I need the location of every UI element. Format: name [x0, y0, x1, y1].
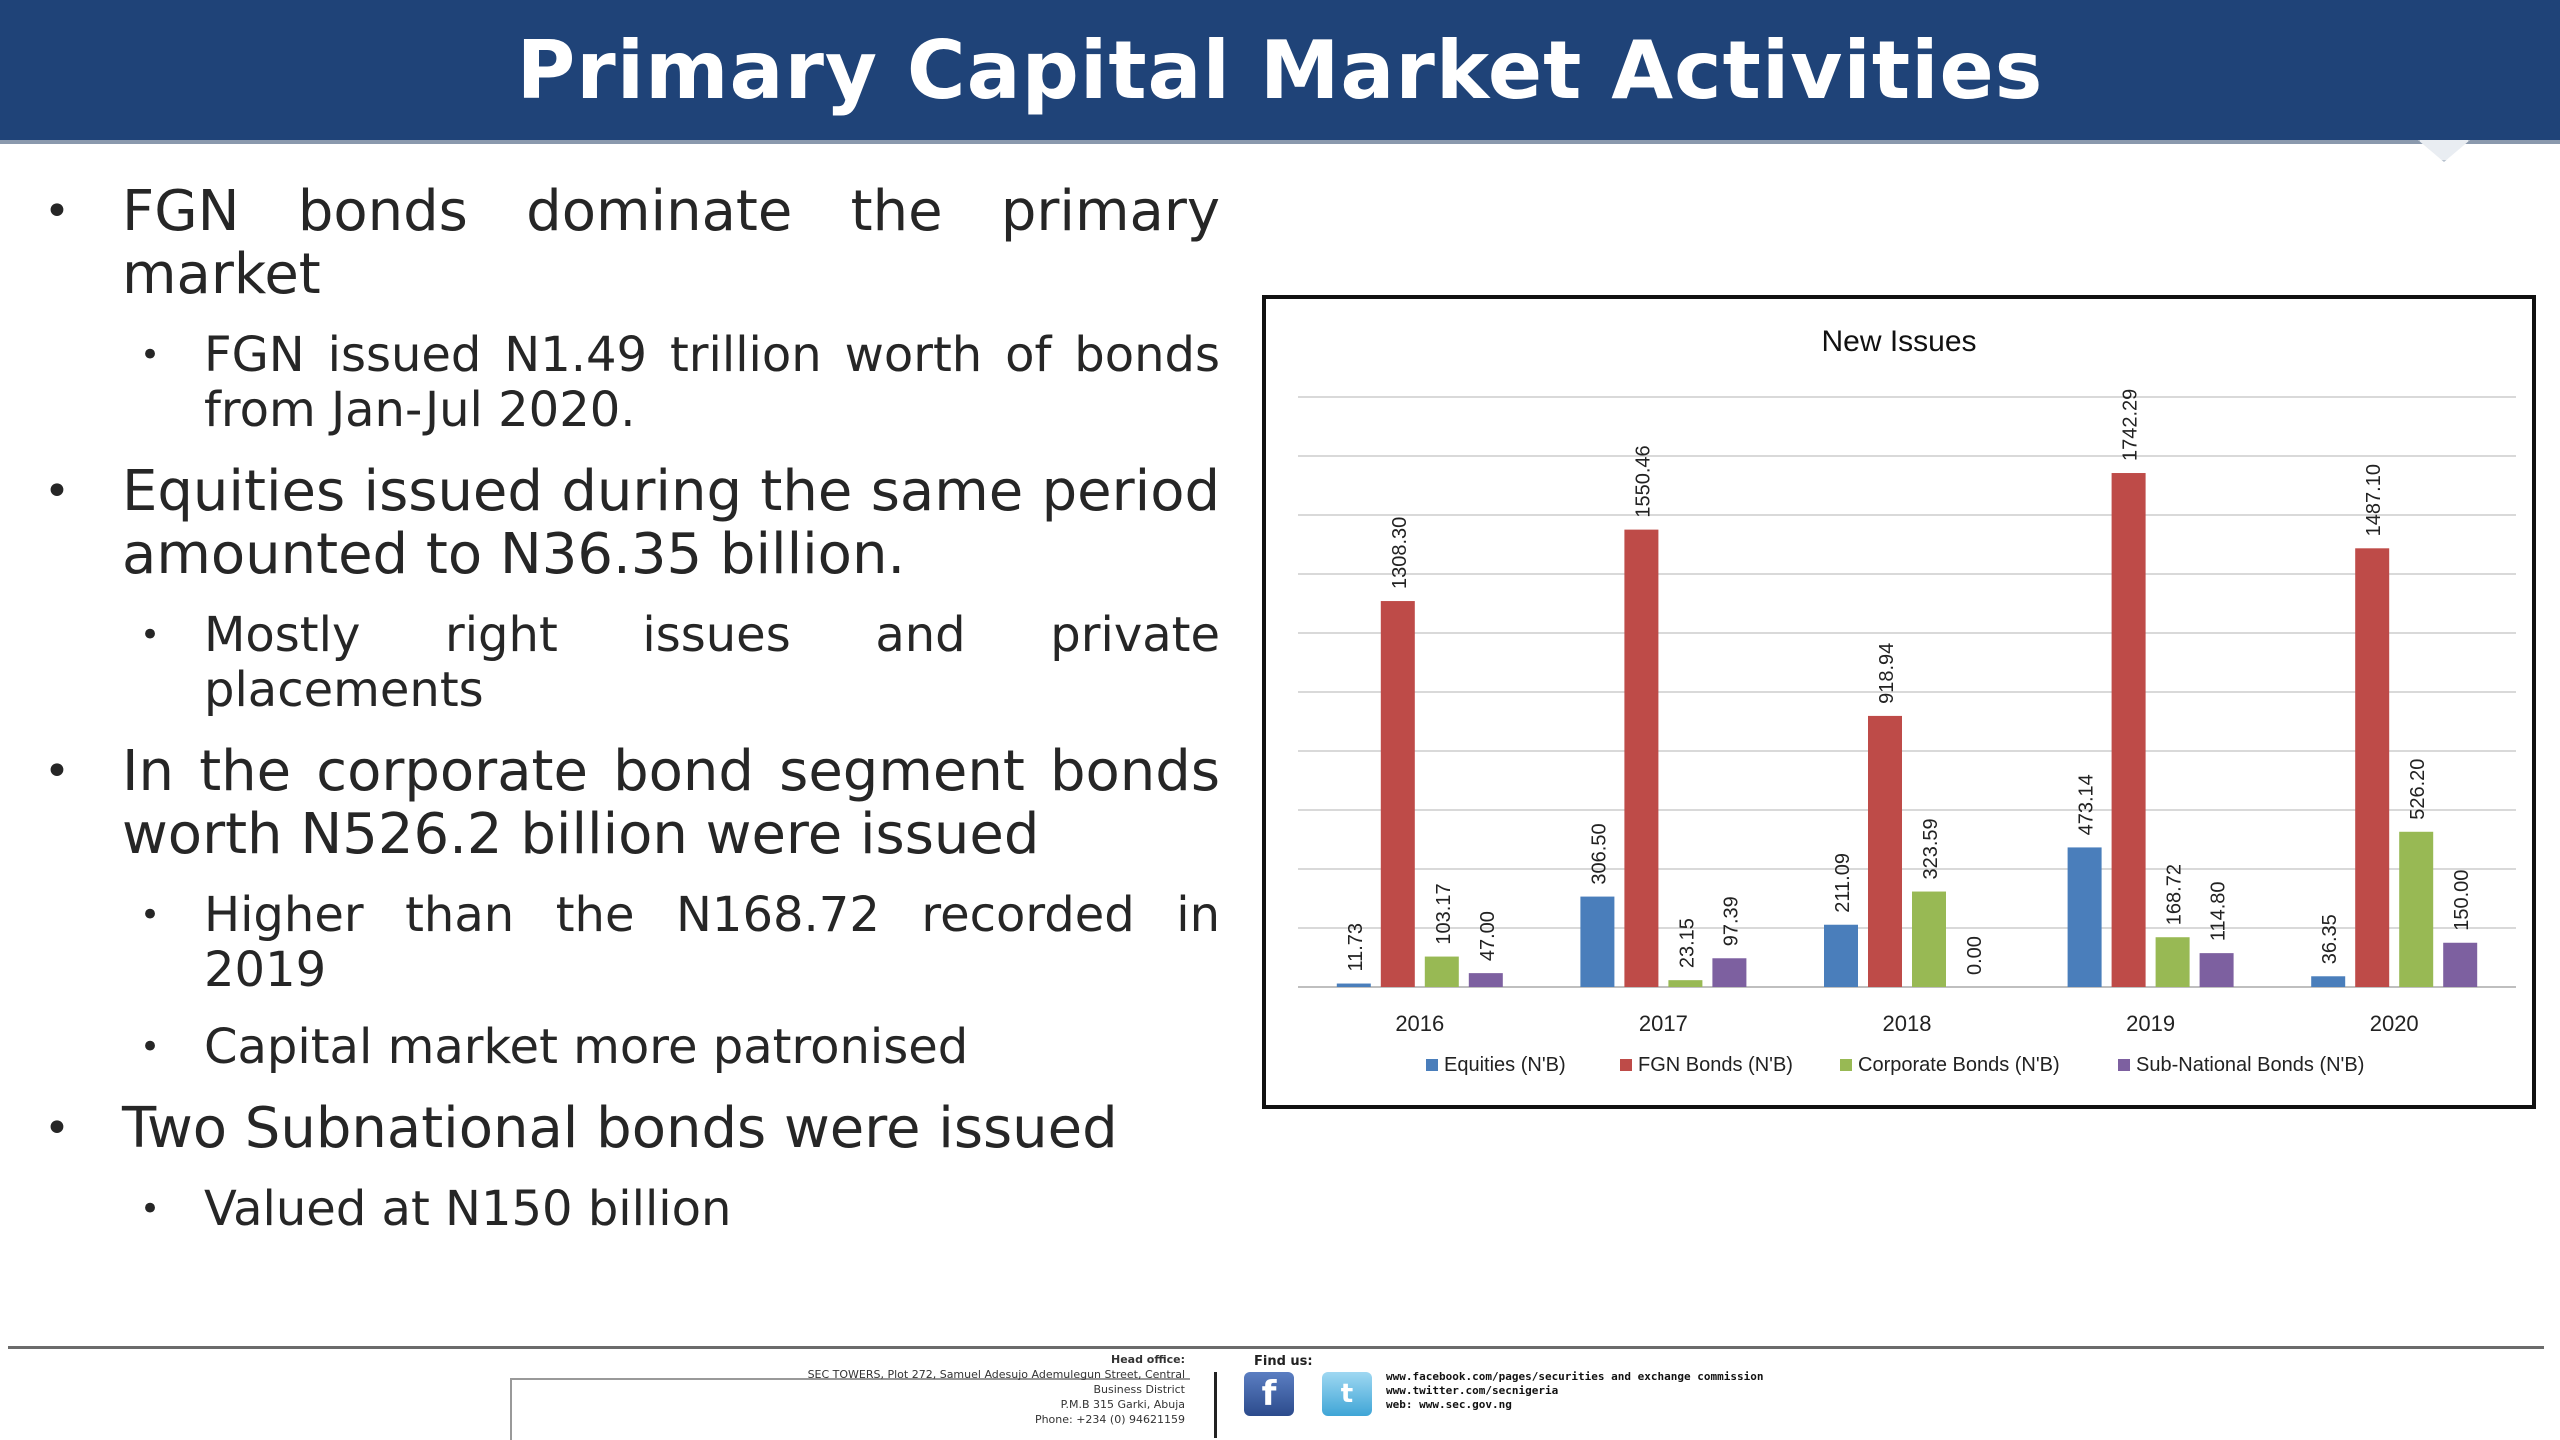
data-label: 1487.10 [2363, 464, 2386, 537]
data-label: 211.09 [1832, 853, 1854, 913]
data-label: 97.39 [1720, 896, 1743, 947]
chart-svg [1266, 299, 2532, 1105]
title-divider [0, 140, 2560, 144]
bullet-item: • FGN bonds dominate the primary market [40, 180, 1220, 306]
legend-swatch [1620, 1059, 1632, 1071]
data-label: 1308.30 [1388, 516, 1411, 590]
bullet-item: • Equities issued during the same period amounted to N36.35 billion. [40, 460, 1220, 586]
bar-2017-3 [1712, 958, 1746, 987]
legend-label: FGN Bonds (N'B) [1638, 1054, 1793, 1076]
data-label: 168.72 [2163, 864, 2186, 926]
bar-2019-0 [2068, 847, 2102, 987]
x-tick-label: 2016 [1395, 1011, 1445, 1036]
data-label: 918.94 [1876, 642, 1898, 704]
bar-2020-3 [2443, 943, 2477, 987]
address-line: SEC TOWERS, Plot 272, Samuel Adesujo Ademulegun Street, Central [807, 1368, 1185, 1381]
bar-2016-0 [1337, 984, 1371, 987]
data-label: 47.00 [1476, 911, 1499, 962]
data-label: 1742.29 [2119, 388, 2142, 462]
footer-divider [8, 1346, 2544, 1349]
data-label: 526.20 [2407, 758, 2430, 820]
data-label: 323.59 [1920, 818, 1942, 880]
data-label: 150.00 [2451, 869, 2474, 931]
bar-2017-2 [1668, 980, 1702, 987]
legend-label: Sub-National Bonds (N'B) [2136, 1054, 2365, 1076]
sub-bullet-item: • FGN issued N1.49 trillion worth of bonds from Jan-Jul 2020. [40, 328, 1220, 438]
address-line: Phone: +234 (0) 94621159 [1034, 1413, 1185, 1426]
twitter-icon[interactable]: t [1322, 1372, 1372, 1416]
x-tick-label: 2017 [1638, 1011, 1688, 1036]
sub-bullet-item: • Mostly right issues and private placements [40, 608, 1220, 718]
sub-bullet-item: • Higher than the N168.72 recorded in 2019 [40, 888, 1220, 998]
data-label: 1550.46 [1632, 445, 1655, 518]
bar-2018-0 [1824, 925, 1858, 987]
legend-label: Corporate Bonds (N'B) [1858, 1054, 2060, 1076]
bar-2016-1 [1381, 601, 1415, 987]
legend-swatch [1840, 1059, 1852, 1071]
bar-2020-0 [2311, 976, 2345, 987]
facebook-icon[interactable]: f [1244, 1372, 1294, 1416]
data-label: 11.73 [1344, 922, 1367, 972]
legend-swatch [2118, 1059, 2130, 1071]
bar-2017-0 [1580, 897, 1614, 987]
sub-bullet-item: • Capital market more patronised [40, 1020, 1220, 1075]
new-issues-chart [1262, 295, 2536, 1109]
x-tick-label: 2019 [2126, 1011, 2176, 1036]
address-line: Business District [1093, 1383, 1185, 1396]
facebook-link[interactable]: www.facebook.com/pages/securities and exchange commission [1386, 1370, 1764, 1383]
bar-2018-2 [1912, 892, 1946, 987]
chart-title: New Issues [1821, 325, 1977, 358]
bullet-item: • Two Subnational bonds were issued [40, 1097, 1220, 1160]
head-office-label: Head office: [1111, 1353, 1185, 1366]
x-tick-label: 2018 [1882, 1011, 1932, 1036]
bar-2018-1 [1868, 716, 1902, 987]
legend-label: Equities (N'B) [1444, 1054, 1566, 1076]
title-notch-decoration [2418, 140, 2470, 162]
data-label: 306.50 [1588, 823, 1611, 885]
bar-2016-3 [1469, 973, 1503, 987]
bar-2016-2 [1425, 957, 1459, 987]
slide-title: Primary Capital Market Activities [516, 23, 2044, 117]
data-label: 0.00 [1964, 936, 1986, 975]
social-links [1386, 1370, 1764, 1412]
bar-2017-1 [1624, 530, 1658, 987]
bar-2019-1 [2112, 473, 2146, 987]
footer-separator [1214, 1372, 1217, 1438]
bar-2020-2 [2399, 832, 2433, 987]
x-tick-label: 2020 [2369, 1011, 2419, 1036]
data-label: 114.80 [2207, 881, 2230, 942]
data-label: 23.15 [1676, 918, 1699, 969]
data-label: 473.14 [2075, 774, 2098, 836]
bullet-list [40, 180, 1220, 1259]
sub-bullet-item: • Valued at N150 billion [40, 1182, 1220, 1237]
bar-2019-3 [2200, 953, 2234, 987]
legend-swatch [1426, 1059, 1438, 1071]
head-office-block [640, 1352, 1185, 1427]
data-label: 103.17 [1432, 883, 1455, 945]
website-link[interactable]: web: www.sec.gov.ng [1386, 1398, 1512, 1411]
title-bar [0, 0, 2560, 140]
data-label: 36.35 [2319, 914, 2342, 965]
bar-2019-2 [2156, 937, 2190, 987]
bullet-item: • In the corporate bond segment bonds worth N526.2 billion were issued [40, 740, 1220, 866]
bar-2020-1 [2355, 548, 2389, 987]
find-us-label: Find us: [1254, 1354, 1313, 1369]
address-line: P.M.B 315 Garki, Abuja [1060, 1398, 1185, 1411]
twitter-link[interactable]: www.twitter.com/secnigeria [1386, 1384, 1559, 1397]
